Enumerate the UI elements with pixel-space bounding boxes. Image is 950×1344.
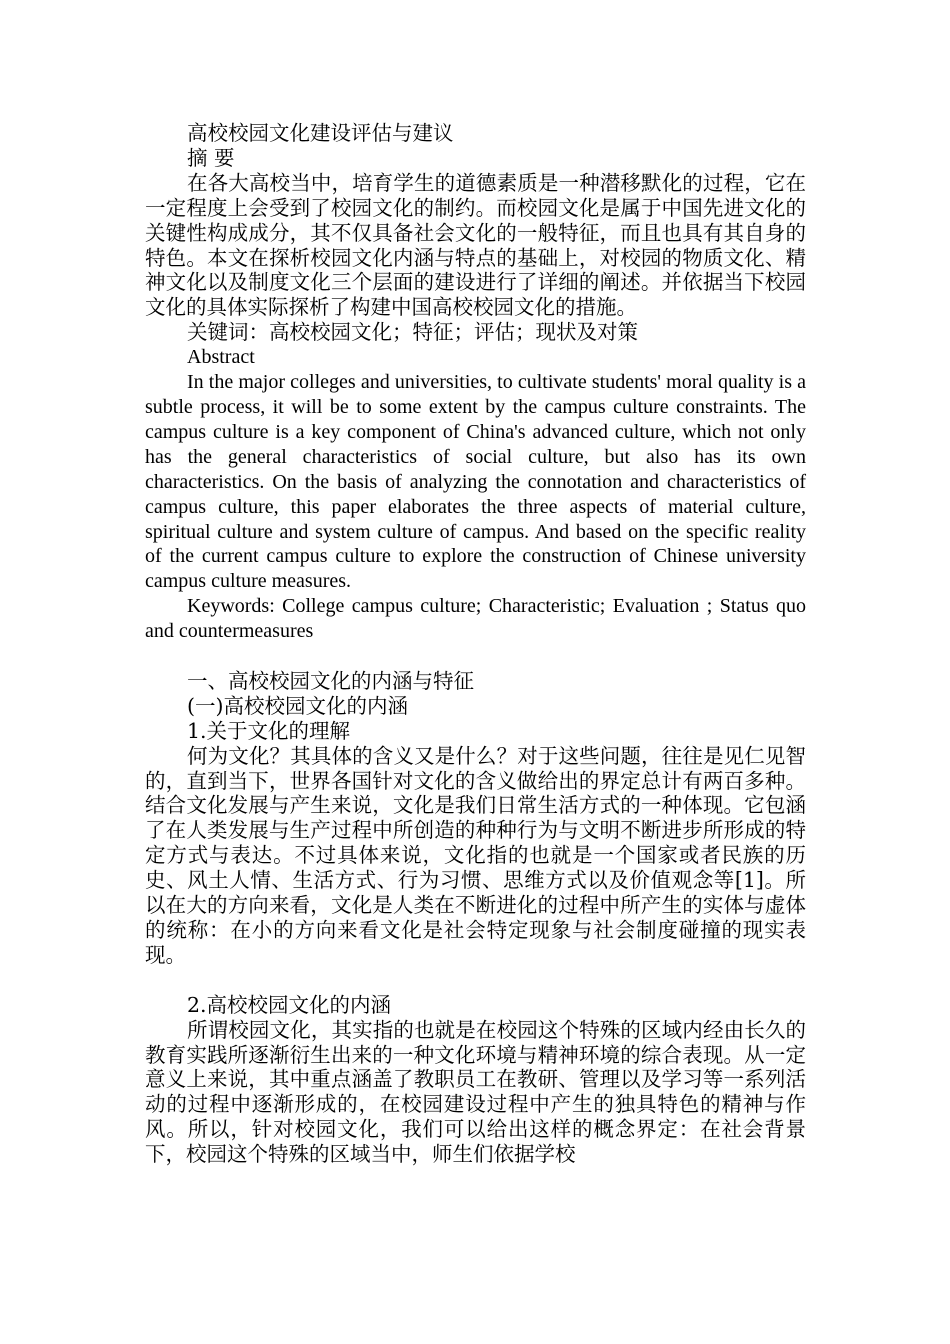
blank-line bbox=[145, 968, 806, 993]
subsection-heading: (一)高校校园文化的内涵 bbox=[187, 693, 408, 718]
abstract-en-heading: Abstract bbox=[187, 346, 255, 369]
keywords-en: Keywords: College campus culture; Characteristic; Evaluation ; Status quo and countermeasures bbox=[145, 595, 806, 643]
item-heading: 1.关于文化的理解 bbox=[187, 718, 351, 743]
keywords-zh: 关键词：高校校园文化；特征；评估；现状及对策 bbox=[187, 320, 638, 345]
section-heading: 一、高校校园文化的内涵与特征 bbox=[187, 668, 474, 693]
body-paragraph: 所谓校园文化，其实指的也就是在校园这个特殊的区域内经由长久的教育实践所逐渐衍生出来的一种文化环境与精神环境的综合表现。从一定意义上来说，其中重点涵盖了教职员工在教研、管理以及学习等一系列活动的过程中逐渐形成的，在校园建设过程中产生的独具特色的精神与作风。所以，针对校园文化，我们可以给出这样的概念界定：在社会背景下，校园这个特殊的区域当中，师生们依据学校 bbox=[145, 1017, 806, 1167]
abstract-heading: 摘 要 bbox=[187, 145, 235, 170]
item-heading: 2.高校校园文化的内涵 bbox=[187, 992, 392, 1017]
abstract-en-paragraph: In the major colleges and universities, to cultivate students' moral quality is a subtle process, it will be to some extent by the campus culture constraints. The campus culture is a key component of China's advanced culture, which not only has the general characteristics of social culture, but also has its own characteristics. On the basis of analyzing the connotation and characteristics of campus culture, this paper elaborates the three aspects of material culture, spiritual culture and system culture of campus. And based on the specific reality of the current campus culture to explore the construction of Chinese university campus culture measures. bbox=[145, 371, 806, 593]
document-page bbox=[145, 121, 806, 1167]
abstract-zh-paragraph: 在各大高校当中，培育学生的道德素质是一种潜移默化的过程，它在一定程度上会受到了校园文化的制约。而校园文化是属于中国先进文化的关键性构成成分，其不仅具备社会文化的一般特征，而且也具有其自身的特色。本文在探析校园文化内涵与特点的基础上，对校园的物质文化、精神文化以及制度文化三个层面的建设进行了详细的阐述。并依据当下校园文化的具体实际探析了构建中国高校校园文化的措施。 bbox=[145, 170, 806, 320]
body-paragraph: 何为文化？其具体的含义又是什么？对于这些问题，往往是见仁见智的，直到当下，世界各国针对文化的含义做给出的界定总计有两百多种。结合文化发展与产生来说，文化是我们日常生活方式的一种体现。它包涵了在人类发展与生产过程中所创造的种种行为与文明不断进步所形成的特定方式与表达。不过具体来说，文化指的也就是一个国家或者民族的历史、风土人情、生活方式、行为习惯、思维方式以及价值观念等[1]。所以在大的方向来看，文化是人类在不断进化的过程中所产生的实体与虚体的统称：在小的方向来看文化是社会特定现象与社会制度碰撞的现实表现。 bbox=[145, 743, 806, 967]
blank-line bbox=[145, 644, 806, 669]
document-title: 高校校园文化建设评估与建议 bbox=[187, 121, 454, 145]
